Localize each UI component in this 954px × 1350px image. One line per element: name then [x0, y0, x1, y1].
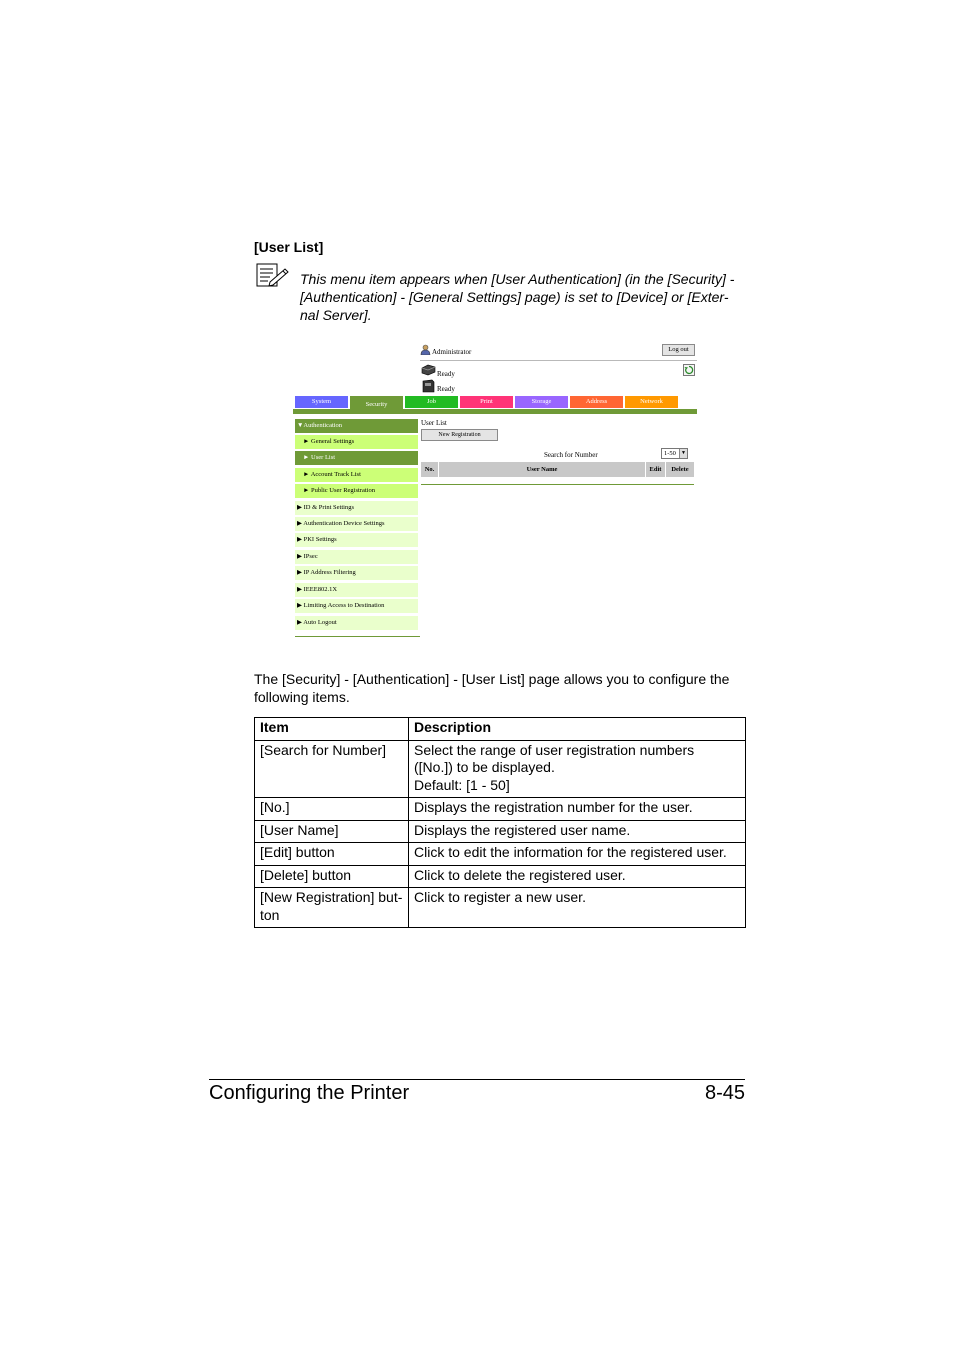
cell-text: [New Registration] but-: [260, 889, 403, 905]
note-text: [300, 270, 744, 324]
sidebar-item-authentication-device-settings[interactable]: ▶ Authentication Device Settings: [295, 517, 418, 531]
cell-text: ([No.]) to be displayed.: [414, 759, 555, 775]
item-cell: [255, 820, 409, 843]
tab-network[interactable]: Network: [625, 396, 678, 408]
sidebar-item-pki-settings[interactable]: ▶ PKI Settings: [295, 533, 418, 547]
header-description: Description: [409, 718, 746, 741]
sidebar-item-account-track-list[interactable]: ► Account Track List: [295, 468, 418, 482]
tab-address[interactable]: Address: [570, 396, 623, 408]
table-divider: [421, 484, 694, 485]
footer-divider: [209, 1079, 745, 1080]
sidebar-item-ipsec[interactable]: ▶ IPsec: [295, 550, 418, 564]
search-number-select[interactable]: [661, 448, 688, 459]
refresh-button[interactable]: [683, 364, 695, 376]
item-cell: [255, 798, 409, 821]
note-line: [Authentication] - [General Settings] page) is set to [Device] or [Exter-: [300, 289, 729, 305]
cell-text: [No.]: [260, 799, 290, 815]
panel-title: User List: [421, 419, 447, 427]
section-heading: [User List]: [254, 239, 324, 255]
description-cell: [409, 843, 746, 866]
status-label: Ready: [437, 370, 455, 378]
administrator-icon: [420, 344, 431, 355]
status-label: Ready: [437, 385, 455, 393]
tab-security[interactable]: Security: [350, 396, 403, 414]
sidebar-item-public-user-registration[interactable]: ► Public User Registration: [295, 484, 418, 498]
column-edit: Edit: [646, 462, 666, 477]
device-icon: [420, 379, 436, 393]
table-row: [255, 820, 746, 843]
tab-storage[interactable]: Storage: [515, 396, 568, 408]
sidebar-item-auto-logout[interactable]: ▶ Auto Logout: [295, 616, 418, 630]
cell-text: [Delete] button: [260, 866, 352, 883]
cell-text: Default: [1 - 50]: [414, 776, 510, 793]
table-header-row: [255, 718, 746, 741]
table-row: [255, 740, 746, 798]
cell-text: Select the range of user registration numbers: [414, 741, 695, 758]
sidebar-item-ip-address-filtering[interactable]: ▶ IP Address Filtering: [295, 566, 418, 580]
sidebar-item-authentication[interactable]: ▼Authentication: [295, 419, 418, 433]
paragraph-line: following items.: [254, 689, 350, 705]
cell-text: ton: [260, 906, 280, 923]
table-row: [255, 888, 746, 928]
tab-print[interactable]: Print: [460, 396, 513, 408]
item-cell: [255, 865, 409, 888]
item-cell: [255, 740, 409, 798]
description-paragraph: [254, 670, 746, 706]
note-line: nal Server].: [300, 307, 372, 323]
item-cell: [255, 843, 409, 866]
refresh-icon: [684, 365, 694, 375]
new-registration-button[interactable]: New Registration: [421, 429, 498, 441]
description-cell: [409, 820, 746, 843]
search-number-label: Search for Number: [544, 451, 598, 459]
table-row: [255, 798, 746, 821]
table-row: [255, 865, 746, 888]
items-table: [254, 717, 746, 928]
cell-text: [Search for Number]: [260, 741, 387, 758]
note-line: This menu item appears when [User Authentication] (in the [Security] -: [300, 271, 735, 287]
description-cell: [409, 888, 746, 928]
sidebar-item-id-print-settings[interactable]: ▶ ID & Print Settings: [295, 501, 418, 515]
note-pencil-icon: [256, 263, 290, 287]
tab-job[interactable]: Job: [405, 396, 458, 408]
paragraph-line: The [Security] - [Authentication] - [User List] page allows you to configure the: [254, 671, 730, 687]
admin-bar: [420, 343, 697, 361]
web-ui-screenshot: [293, 342, 697, 640]
printer-icon: [420, 364, 436, 376]
description-cell: [409, 865, 746, 888]
tab-bar: [293, 409, 697, 414]
tab-system[interactable]: System: [295, 396, 348, 408]
cell-text: Click to register a new user.: [414, 889, 586, 905]
cell-text: Displays the registration number for the user.: [414, 799, 693, 815]
chevron-down-icon: ▼: [679, 449, 687, 458]
cell-text: Click to edit the information for the registered user.: [414, 844, 727, 860]
cell-text: [Edit] button: [260, 844, 335, 860]
user-table-header: [421, 462, 694, 477]
footer-chapter-title: Configuring the Printer: [209, 1082, 410, 1104]
item-cell: [255, 888, 409, 928]
logout-button[interactable]: Log out: [662, 344, 695, 356]
footer-page-number: 8-45: [704, 1082, 745, 1104]
sidebar-divider: [295, 636, 420, 637]
header-item: Item: [255, 718, 409, 741]
sidebar-item-user-list[interactable]: ► User List: [295, 451, 418, 465]
table-row: [255, 843, 746, 866]
description-cell: [409, 798, 746, 821]
sidebar-item-ieee8021x[interactable]: ▶ IEEE802.1X: [295, 583, 418, 597]
column-no: No.: [421, 462, 439, 477]
sidebar-item-limiting-access[interactable]: ▶ Limiting Access to Destination: [295, 599, 418, 613]
cell-text: Click to delete the registered user.: [414, 866, 626, 883]
description-cell: [409, 740, 746, 798]
column-delete: Delete: [671, 466, 689, 473]
sidebar-item-general-settings[interactable]: ► General Settings: [295, 435, 418, 449]
column-user-name: User Name: [439, 462, 646, 477]
admin-label: Administrator: [432, 348, 472, 356]
cell-text: [User Name]: [260, 821, 339, 838]
cell-text: Displays the registered user name.: [414, 821, 631, 838]
search-number-value: 1-50: [664, 450, 676, 457]
